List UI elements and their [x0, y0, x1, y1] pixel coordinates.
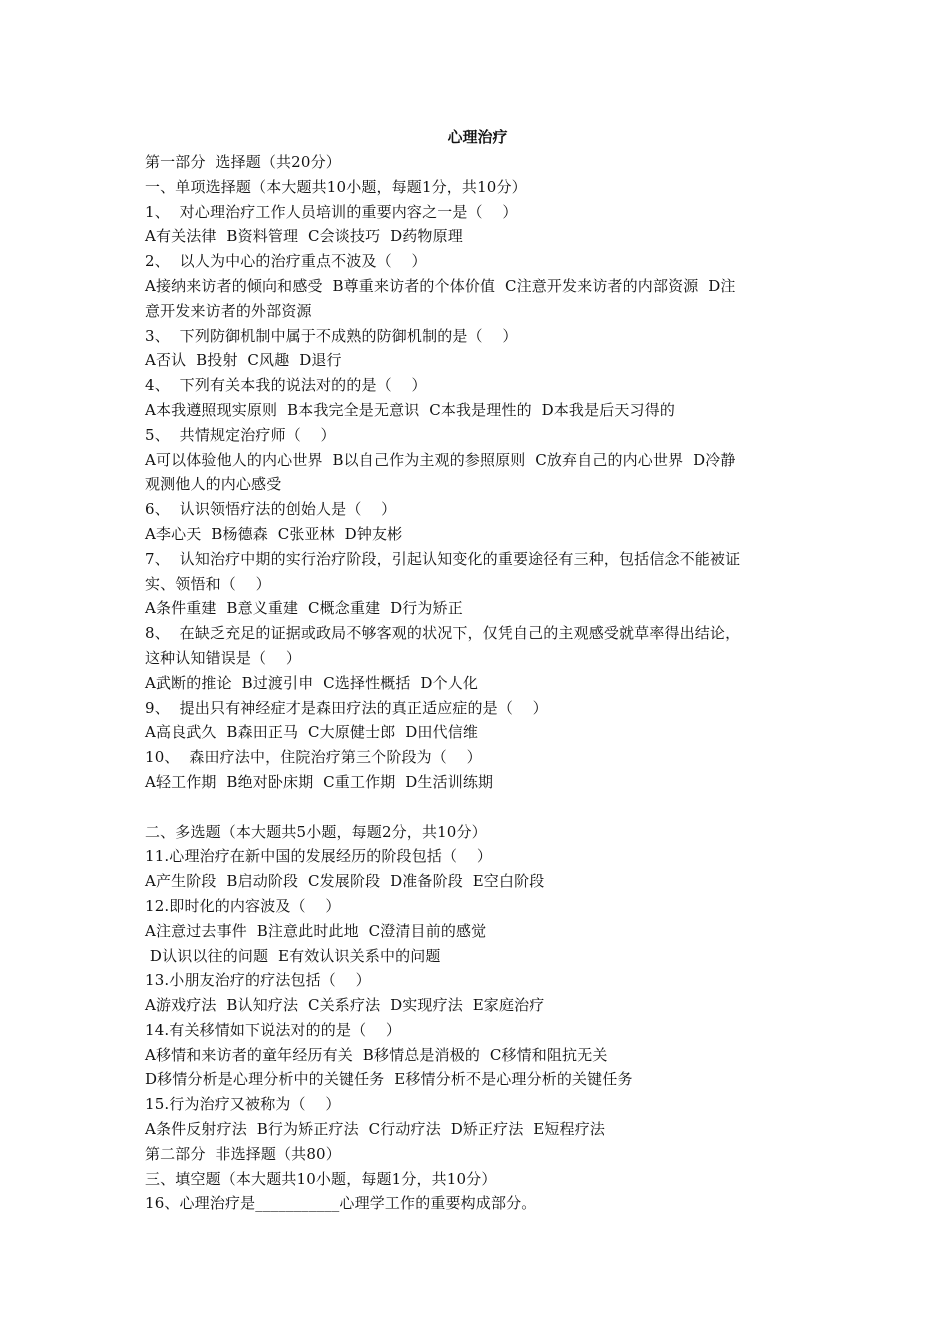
text-line: 12.即时化的内容波及（ ） — [145, 896, 341, 915]
text-line: A李心天 B杨德森 C张亚林 D钟友彬 — [145, 524, 403, 543]
text-line: A移情和来访者的童年经历有关 B移情总是消极的 C移情和阻抗无关 — [145, 1045, 608, 1064]
text-line: 4、 下列有关本我的说法对的的是（ ） — [145, 376, 427, 395]
text-line: A高良武久 B森田正马 C大原健士郎 D田代信维 — [145, 723, 479, 742]
text-line: 意开发来访者的外部资源 — [145, 301, 312, 320]
text-line: A游戏疗法 B认知疗法 C关系疗法 D实现疗法 E家庭治疗 — [145, 996, 545, 1015]
text-line: A条件反射疗法 B行为矫正疗法 C行动疗法 D矫正疗法 E短程疗法 — [145, 1120, 606, 1139]
blank-line — [145, 795, 810, 820]
text-line: A产生阶段 B启动阶段 C发展阶段 D准备阶段 E空白阶段 — [145, 872, 545, 891]
text-line: 实、领悟和（ ） — [145, 574, 271, 593]
text-line: 8、 在缺乏充足的证据或政局不够客观的状况下，仅凭自己的主观感受就草率得出结论， — [145, 624, 741, 643]
text-line: A轻工作期 B绝对卧床期 C重工作期 D生活训练期 — [145, 772, 494, 791]
text-line: 11.心理治疗在新中国的发展经历的阶段包括（ ） — [145, 847, 492, 866]
text-line: 5、 共情规定治疗师（ ） — [145, 425, 336, 444]
text-line: 3、 下列防御机制中属于不成熟的防御机制的是（ ） — [145, 326, 518, 345]
document-page — [145, 125, 810, 1216]
text-line: 第一部分 选择题（共20分） — [145, 153, 341, 171]
text-line: A可以体验他人的内心世界 B以自己作为主观的参照原则 C放弃自己的内心世界 D冷静 — [145, 450, 736, 469]
text-line: 7、 认知治疗中期的实行治疗阶段，引起认知变化的重要途径有三种，包括信念不能被证 — [145, 549, 741, 568]
text-line: A接纳来访者的倾向和感受 B尊重来访者的个体价值 C注意开发来访者的内部资源 D注 — [145, 276, 736, 295]
text-line: A武断的推论 B过渡引申 C选择性概括 D个人化 — [145, 673, 479, 692]
text-line: 16、心理治疗是___________心理学工作的重要构成部分。 — [145, 1194, 537, 1213]
text-line: 2、 以人为中心的治疗重点不波及（ ） — [145, 252, 427, 271]
text-line: 一、单项选择题（本大题共10小题，每题1分，共10分） — [145, 177, 527, 196]
text-line: 9、 提出只有神经症才是森田疗法的真正适应症的是（ ） — [145, 698, 548, 717]
text-line: 第二部分 非选择题（共80） — [145, 1144, 341, 1163]
text-line: A注意过去事件 B注意此时此地 C澄清目前的感觉 — [145, 921, 487, 940]
text-line: 14.有关移情如下说法对的的是（ ） — [145, 1020, 402, 1039]
text-line: 观测他人的内心感受 — [145, 475, 282, 494]
text-line: 13.小朋友治疗的疗法包括（ ） — [145, 971, 371, 990]
text-line: 这种认知错误是（ ） — [145, 648, 302, 667]
text-line: A有关法律 B资料管理 C会谈技巧 D药物原理 — [145, 227, 463, 246]
document-title: 心理治疗 — [447, 128, 508, 146]
text-line: 6、 认识领悟疗法的创始人是（ ） — [145, 500, 397, 519]
document-body — [145, 150, 810, 1216]
text-line: A否认 B投射 C风趣 D退行 — [145, 351, 342, 370]
text-line: 二、多选题（本大题共5小题，每题2分，共10分） — [145, 822, 487, 841]
text-line: 1、 对心理治疗工作人员培训的重要内容之一是（ ） — [145, 202, 518, 221]
text-line: 10、 森田疗法中，住院治疗第三个阶段为（ ） — [145, 748, 482, 767]
text-line: D认识以往的问题 E有效认识关系中的问题 — [145, 946, 441, 965]
text-line: 三、填空题（本大题共10小题，每题1分，共10分） — [145, 1169, 497, 1188]
text-line: A本我遵照现实原则 B本我完全是无意识 C本我是理性的 D本我是后天习得的 — [145, 400, 675, 419]
text-line: A条件重建 B意义重建 C概念重建 D行为矫正 — [145, 599, 463, 618]
text-line: 15.行为治疗又被称为（ ） — [145, 1095, 341, 1114]
text-line: D移情分析是心理分析中的关键任务 E移情分析不是心理分析的关键任务 — [145, 1070, 633, 1089]
